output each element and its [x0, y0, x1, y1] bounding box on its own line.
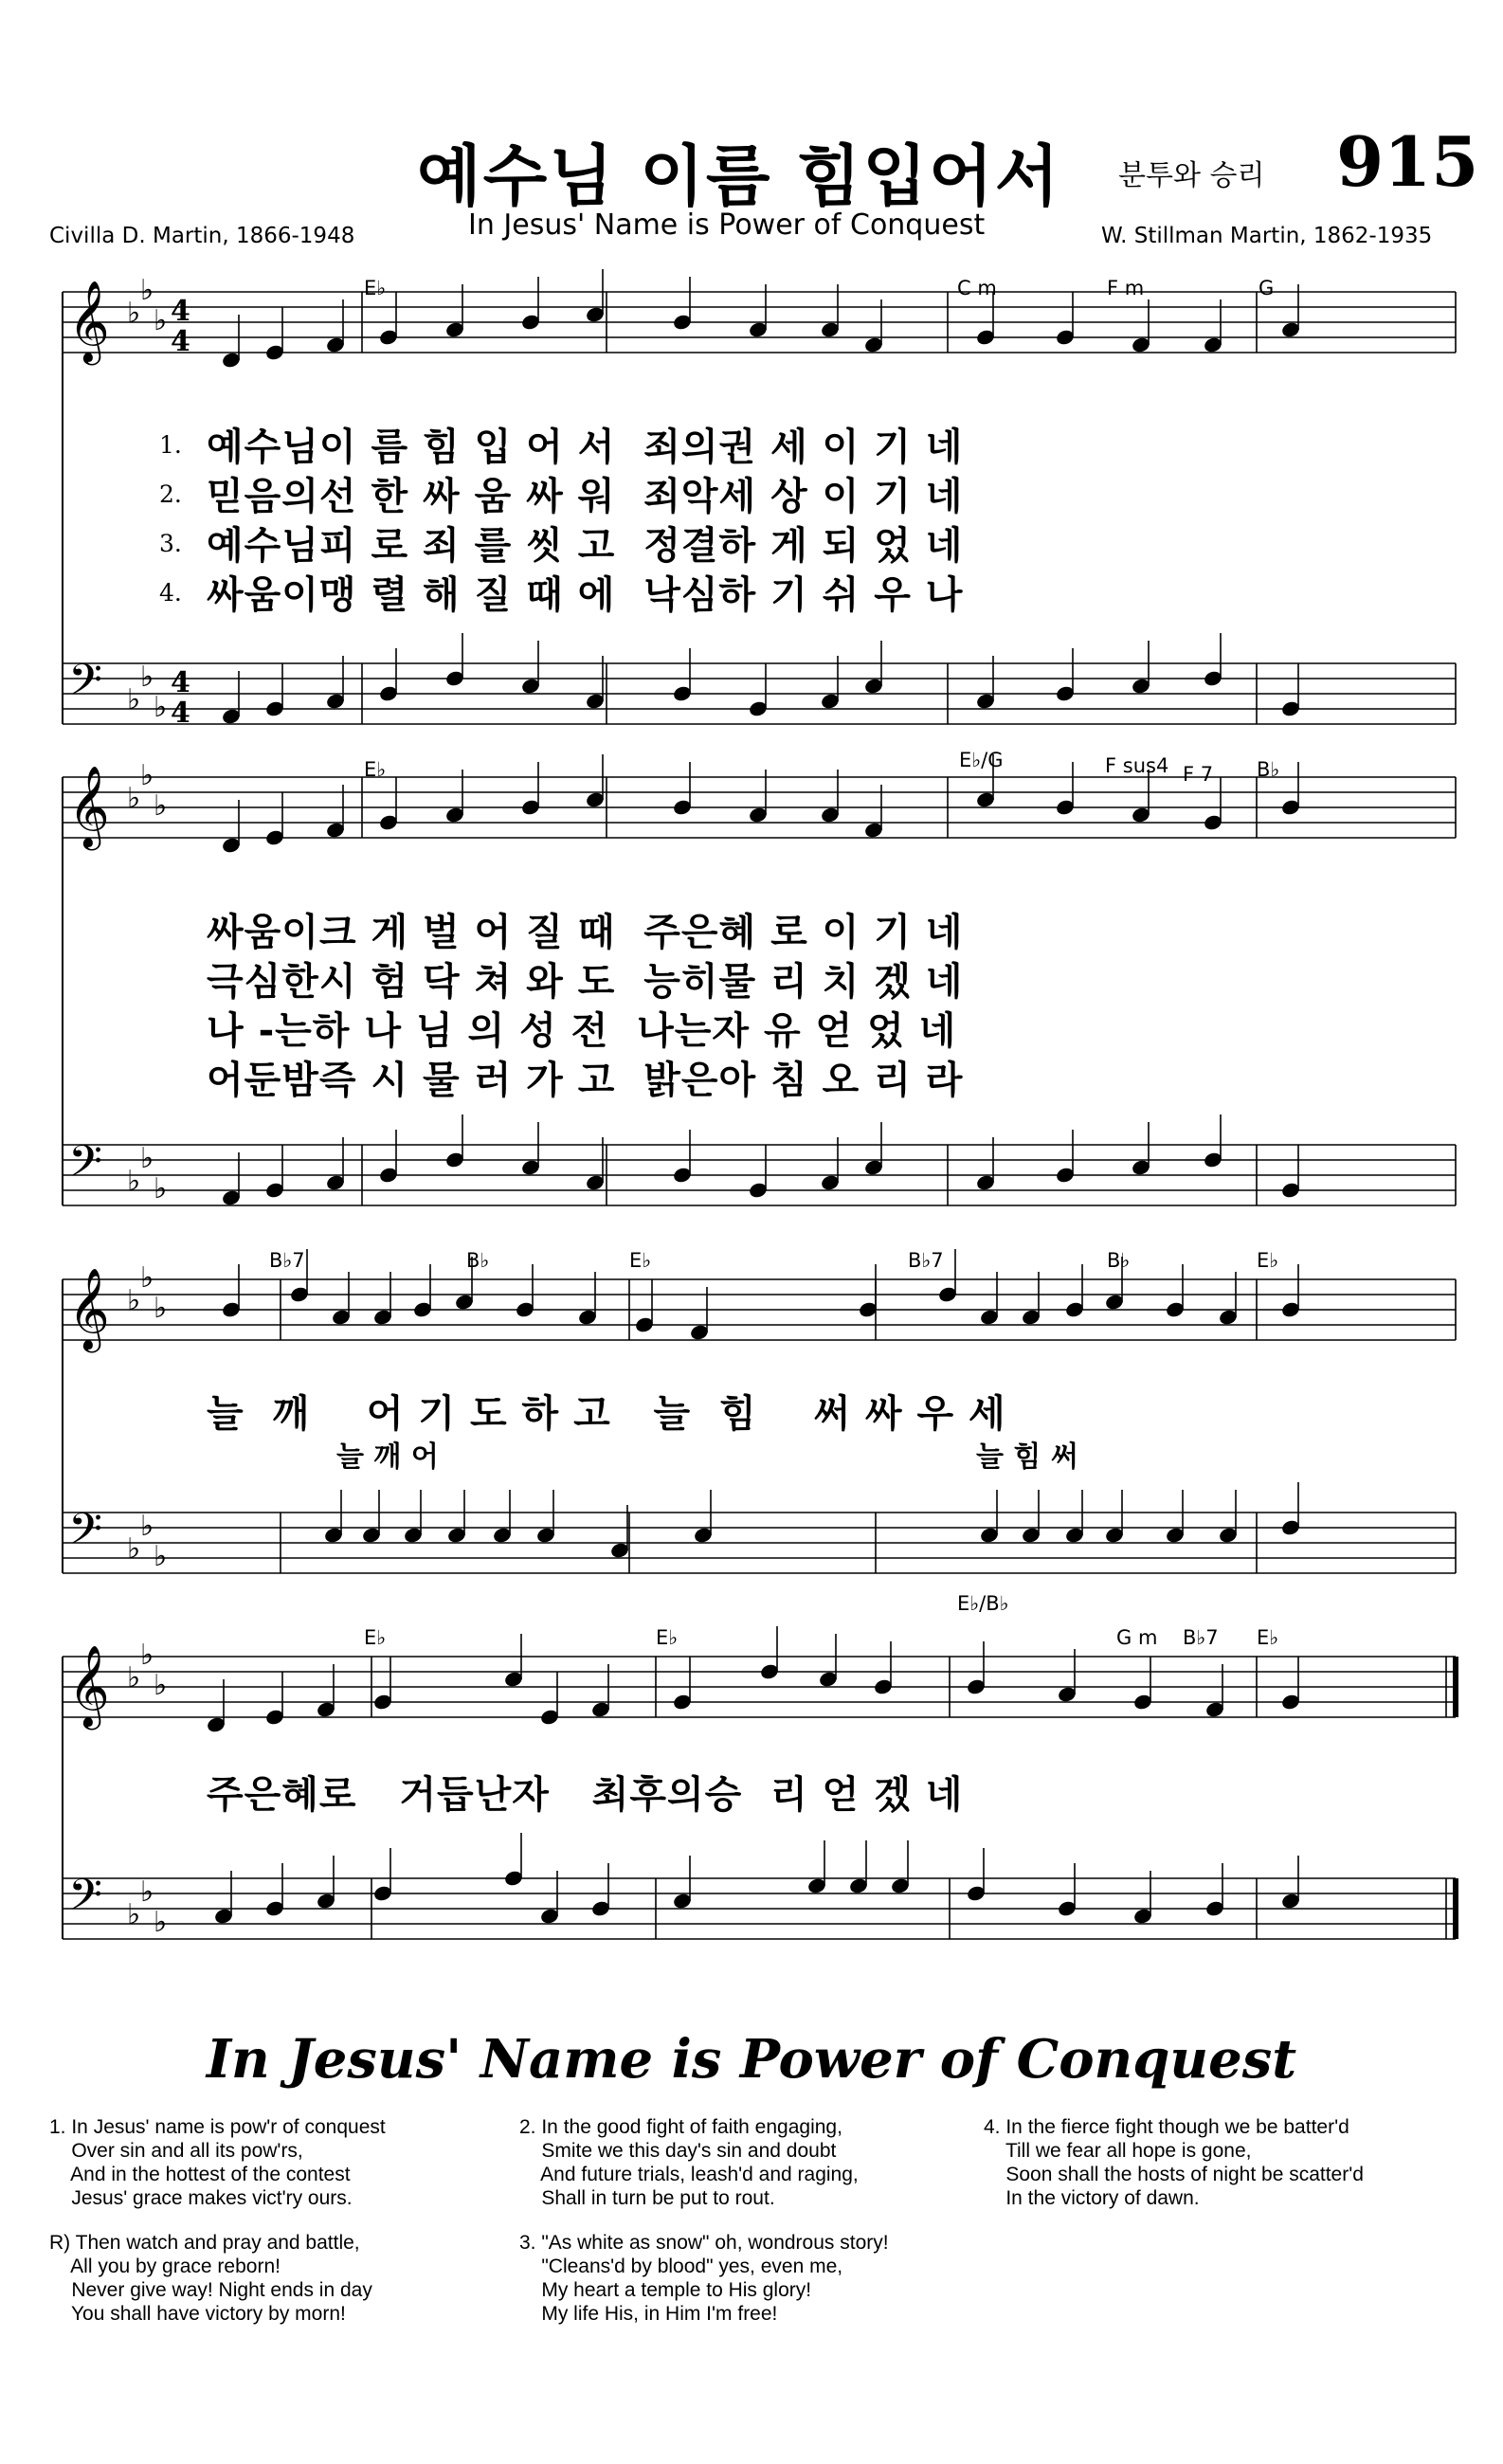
flat-sign-icon: ♭	[127, 1661, 141, 1694]
english-refrain	[49, 2231, 372, 2326]
chord-symbol: B♭7	[1183, 1626, 1219, 1649]
flat-sign-icon: ♭	[154, 1669, 168, 1702]
flat-sign-icon: ♭	[140, 1639, 154, 1672]
verse-line: My life His, in Him I'm free!	[519, 2303, 778, 2325]
chord-symbol: B♭	[1107, 1249, 1131, 1272]
english-title: In Jesus' Name is Power of Conquest	[206, 2028, 1297, 2091]
verse-line: Till we fear all hope is gone,	[984, 2140, 1252, 2162]
time-signature: 4	[171, 295, 190, 328]
chord-symbol: E♭	[364, 1626, 387, 1649]
verse-line: Jesus' grace makes vict'ry ours.	[49, 2187, 353, 2209]
chord-symbol: B♭	[466, 1249, 490, 1272]
flat-sign-icon: ♭	[127, 782, 141, 815]
hymn-title-english: In Jesus' Name is Power of Conquest	[468, 208, 986, 242]
lyric-line: 극심한시 험 닥 쳐 와 도 능히물 리 치 겠 네	[207, 960, 964, 1004]
composer-credit: W. Stillman Martin, 1862-1935	[1101, 224, 1433, 248]
verse-line: 4. In the fierce fight though we be batter'd	[984, 2116, 1349, 2138]
verse-number: 4.	[159, 579, 182, 607]
flat-sign-icon: ♭	[127, 1532, 141, 1566]
chord-symbol: F m	[1107, 277, 1145, 299]
chord-symbol: B♭7	[908, 1249, 944, 1272]
lyricist-credit: Civilla D. Martin, 1866-1948	[49, 224, 355, 248]
english-verse-1	[49, 2115, 386, 2210]
lyric-line: 싸움이맹 렬 해 질 때 에 낙심하 기 쉬 우 나	[207, 573, 964, 617]
bass-clef-icon: 𝄢	[68, 655, 103, 716]
verse-number: 3.	[159, 530, 182, 557]
flat-sign-icon: ♭	[140, 274, 154, 307]
flat-sign-icon: ♭	[154, 1906, 168, 1939]
english-verse-4	[984, 2115, 1364, 2210]
flat-sign-icon: ♭	[140, 1261, 154, 1295]
verse-line: Soon shall the hosts of night be scatter'd	[984, 2164, 1364, 2185]
flat-sign-icon: ♭	[127, 1165, 141, 1198]
treble-clef-icon: 𝄞	[68, 1268, 110, 1350]
verse-line: 1. In Jesus' name is pow'r of conquest	[49, 2116, 386, 2138]
verse-line: 3. "As white as snow" oh, wondrous story!	[519, 2232, 889, 2254]
flat-sign-icon: ♭	[154, 304, 168, 337]
chord-symbol: E♭	[1257, 1626, 1279, 1649]
verse-line: My heart a temple to His glory!	[519, 2279, 812, 2301]
hymn-title-korean: 예수님 이름 힘입어서	[417, 137, 1061, 215]
chord-symbol: F sus4	[1105, 754, 1169, 777]
verse-line: R) Then watch and pray and battle,	[49, 2232, 360, 2254]
lyric-line: 싸움이크 게 벌 어 질 때 주은혜 로 이 기 네	[207, 911, 964, 954]
verse-line: All you by grace reborn!	[49, 2256, 281, 2277]
bass-clef-icon: 𝄢	[68, 1504, 103, 1566]
chord-symbol: G	[1259, 277, 1275, 299]
treble-clef-icon: 𝄞	[68, 766, 110, 847]
flat-sign-icon: ♭	[140, 661, 154, 694]
verse-line: 2. In the good fight of faith engaging,	[519, 2116, 842, 2138]
verse-line: "Cleans'd by blood" yes, even me,	[519, 2256, 843, 2277]
flat-sign-icon: ♭	[127, 1898, 141, 1931]
chord-symbol: E♭/G	[959, 749, 1004, 771]
verse-line: In the victory of dawn.	[984, 2187, 1200, 2209]
verse-line: Never give way! Night ends in day	[49, 2279, 372, 2301]
flat-sign-icon: ♭	[127, 683, 141, 716]
hymn-number: 915	[1336, 121, 1479, 202]
treble-clef-icon: 𝄞	[68, 1645, 110, 1727]
english-verse-2	[519, 2115, 859, 2210]
lyric-line: 예수님이 름 힘 입 어 서 죄의권 세 이 기 네	[207, 426, 964, 469]
lyric-line: 늘 깨 어 기 도 하 고 늘 힘 써 싸 우 세	[207, 1392, 1006, 1436]
lyric-line: 믿음의선 한 싸 움 싸 워 죄악세 상 이 기 네	[207, 475, 964, 518]
lyric-alt: 늘 깨 어	[336, 1440, 439, 1474]
flat-sign-icon: ♭	[140, 759, 154, 792]
bass-clef-icon: 𝄢	[68, 1136, 103, 1198]
lyric-alt: 늘 힘 써	[976, 1440, 1078, 1474]
lyric-line: 주은혜로 거듭난자 최후의승 리 얻 겠 네	[207, 1773, 964, 1817]
chord-symbol: E♭	[364, 758, 387, 781]
flat-sign-icon: ♭	[154, 1172, 168, 1205]
flat-sign-icon: ♭	[154, 1292, 168, 1325]
verse-line: Smite we this day's sin and doubt	[519, 2140, 837, 2162]
flat-sign-icon: ♭	[127, 1284, 141, 1317]
time-signature: 4	[171, 325, 190, 358]
flat-sign-icon: ♭	[154, 789, 168, 823]
verse-number: 2.	[159, 480, 182, 508]
treble-clef-icon: 𝄞	[68, 281, 110, 362]
verse-line: Over sin and all its pow'rs,	[49, 2140, 303, 2162]
flat-sign-icon: ♭	[127, 297, 141, 330]
chord-symbol: C m	[957, 277, 997, 299]
english-verse-3	[519, 2231, 889, 2326]
chord-symbol: B♭7	[269, 1249, 305, 1272]
time-signature: 4	[171, 697, 190, 730]
verse-line: You shall have victory by morn!	[49, 2303, 346, 2325]
lyric-line: 어둔밤즉 시 물 러 가 고 밝은아 침 오 리 라	[207, 1059, 964, 1102]
chord-symbol: E♭	[1257, 1249, 1279, 1272]
hymn-category: 분투와 승리	[1118, 159, 1265, 192]
chord-symbol: E♭	[656, 1626, 679, 1649]
lyric-line: 나 -는하 나 님 의 성 전 나는자 유 얻 었 네	[207, 1009, 957, 1053]
chord-symbol: B♭	[1257, 758, 1280, 781]
verse-line: Shall in turn be put to rout.	[519, 2187, 775, 2209]
flat-sign-icon: ♭	[154, 1540, 168, 1573]
verse-line: And future trials, leash'd and raging,	[519, 2164, 859, 2185]
bass-clef-icon: 𝄢	[68, 1870, 103, 1931]
flat-sign-icon: ♭	[140, 1510, 154, 1543]
chord-symbol: E♭	[364, 277, 387, 299]
time-signature: 4	[171, 666, 190, 699]
lyric-line: 예수님피 로 죄 를 씻 고 정결하 게 되 었 네	[207, 524, 964, 568]
chord-symbol: E♭/B♭	[957, 1592, 1009, 1615]
verse-line: And in the hottest of the contest	[49, 2164, 351, 2185]
flat-sign-icon: ♭	[140, 1142, 154, 1175]
flat-sign-icon: ♭	[154, 691, 168, 724]
verse-number: 1.	[159, 431, 182, 459]
chord-symbol: G m	[1116, 1626, 1158, 1649]
chord-symbol: E♭	[629, 1249, 652, 1272]
chord-symbol: F 7	[1183, 763, 1214, 786]
flat-sign-icon: ♭	[140, 1875, 154, 1909]
